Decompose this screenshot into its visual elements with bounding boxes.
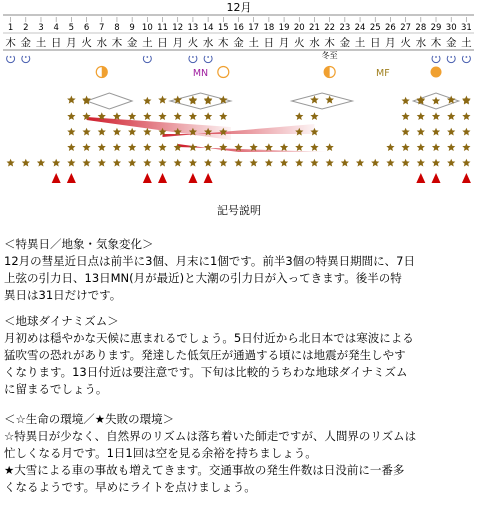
weekday-label: 水 <box>415 37 427 49</box>
star-icon <box>447 112 455 120</box>
weekday-label: 木 <box>5 37 16 49</box>
star-icon <box>265 159 273 167</box>
star-icon <box>113 112 121 120</box>
star-icon <box>67 128 75 136</box>
star-icon <box>402 97 410 105</box>
star-icon <box>67 159 75 167</box>
mn-label: MN <box>192 68 209 79</box>
tide-dot-icon <box>435 56 437 58</box>
star-icon <box>417 112 425 120</box>
star-icon <box>98 128 106 136</box>
star-icon <box>417 128 425 136</box>
day-number: 26 <box>385 23 396 33</box>
star-icon <box>219 159 227 167</box>
star-icon <box>22 159 30 167</box>
special-day-marker <box>416 173 425 183</box>
weekday-label: 金 <box>339 37 351 49</box>
tide-dot-icon <box>450 56 452 58</box>
star-icon <box>113 128 121 136</box>
day-number: 5 <box>68 23 75 33</box>
star-icon <box>447 128 455 136</box>
star-icon <box>52 159 60 167</box>
weekday-label: 日 <box>263 37 275 49</box>
star-icon <box>204 159 212 167</box>
winter-solstice-label: 冬至 <box>321 51 338 60</box>
star-icon <box>462 112 470 120</box>
section-anomaly-days <box>4 236 474 304</box>
star-icon <box>295 112 303 120</box>
star-icon <box>462 97 470 105</box>
special-day-marker <box>67 173 76 183</box>
weekday-label: 金 <box>233 37 244 49</box>
special-day-marker <box>158 173 167 183</box>
special-day-marker <box>462 173 471 183</box>
star-icon <box>417 143 425 151</box>
special-day-marker <box>432 173 441 183</box>
star-icon <box>82 159 90 167</box>
special-day-marker <box>204 173 213 183</box>
section-line: 12月の彗星近日点は前半に3個、月末に1個です。前半3個の特異日期間に、7日 <box>4 254 415 268</box>
weekday-label: 土 <box>142 37 153 49</box>
star-icon <box>98 143 106 151</box>
star-icon <box>204 143 212 151</box>
star-icon <box>128 159 136 167</box>
tide-dot-icon <box>207 56 209 58</box>
weekday-label: 木 <box>324 37 335 49</box>
day-number: 19 <box>278 23 290 33</box>
star-icon <box>280 159 288 167</box>
day-number: 8 <box>114 23 120 33</box>
weekday-label: 木 <box>430 37 442 49</box>
star-icon <box>326 159 334 167</box>
weekday-label: 火 <box>81 37 92 49</box>
weekday-label: 日 <box>157 37 168 49</box>
day-number: 6 <box>83 23 90 33</box>
section-line: 忙しくなる月です。1日1回は空を見る余裕を持ちましょう。 <box>4 446 317 460</box>
weekday-label: 月 <box>278 37 290 49</box>
star-icon <box>158 96 167 104</box>
section-life-environment <box>4 411 474 496</box>
weekday-label: 月 <box>172 37 183 49</box>
star-icon <box>174 112 182 120</box>
day-number: 7 <box>99 23 105 33</box>
mf-label: MF <box>376 68 390 79</box>
star-icon <box>462 128 470 136</box>
day-number: 28 <box>415 23 427 33</box>
star-icon <box>310 159 318 167</box>
weekday-label: 土 <box>461 37 472 49</box>
special-day-marker <box>52 173 61 183</box>
star-icon <box>174 159 182 167</box>
star-icon <box>432 143 440 151</box>
star-icon <box>113 159 121 167</box>
day-number: 12 <box>172 23 184 33</box>
star-icon <box>386 143 394 151</box>
day-number: 14 <box>202 23 214 33</box>
star-icon <box>67 143 75 151</box>
star-icon <box>219 112 227 120</box>
day-number: 11 <box>157 23 168 33</box>
section-heading: ＜特異日／地象・気象変化＞ <box>4 237 154 251</box>
section-line: くなります。13日付近は要注意です。下旬は比較的うちわな地球ダイナミズム <box>4 365 408 379</box>
day-number: 1 <box>7 23 14 33</box>
comet-streak <box>87 117 231 140</box>
day-number: 21 <box>309 23 320 33</box>
star-icon <box>143 112 151 120</box>
star-icon <box>310 112 318 120</box>
weekday-label: 月 <box>66 37 77 49</box>
comet-diamond-icon <box>87 93 133 109</box>
star-icon <box>189 143 197 151</box>
section-line: 異日は31日だけです。 <box>4 288 122 302</box>
weekday-label: 日 <box>50 37 62 49</box>
tide-dot-icon <box>10 56 12 58</box>
day-number: 20 <box>293 23 305 33</box>
weekday-label: 水 <box>309 37 320 49</box>
star-icon <box>310 143 318 151</box>
full-moon-icon <box>431 67 442 78</box>
weekday-label: 火 <box>400 37 411 49</box>
star-icon <box>295 143 303 151</box>
section-line: 猛吹雪の恐れがあります。発達した低気圧が通過する頃には地震が発生しやす <box>4 348 406 362</box>
day-number: 4 <box>53 23 59 33</box>
day-number: 30 <box>445 23 457 33</box>
star-icon <box>341 159 349 167</box>
day-number: 9 <box>129 23 135 33</box>
star-icon <box>462 143 470 151</box>
star-icon <box>447 143 455 151</box>
star-icon <box>113 143 121 151</box>
section-line: ☆特異日が少なく、自然界のリズムは落ち着いた師走ですが、人間界のリズムは <box>4 429 417 443</box>
section-heading: ＜☆生命の環境／★失敗の環境＞ <box>4 412 175 426</box>
star-icon <box>158 112 166 120</box>
tide-dot-icon <box>25 56 27 58</box>
section-line: に留まるでしょう。 <box>4 382 108 396</box>
tide-dot-icon <box>192 56 194 58</box>
star-icon <box>371 159 379 167</box>
weekday-label: 木 <box>218 37 229 49</box>
section-line: ★大雪による車の事故も増えてきます。交通事故の発生件数は日没前に一番多 <box>4 463 405 477</box>
star-icon <box>82 143 90 151</box>
calendar-chart <box>0 0 478 192</box>
star-icon <box>402 112 410 120</box>
star-icon <box>158 159 166 167</box>
star-icon <box>432 128 440 136</box>
day-number: 25 <box>369 23 381 33</box>
star-icon <box>265 143 273 151</box>
new-moon-icon <box>218 67 229 78</box>
section-line: 月初めは穏やかな天候に恵まれるでしょう。5日付近から北日本では寒波による <box>4 331 414 345</box>
day-number: 31 <box>460 23 472 33</box>
star-icon <box>143 97 151 105</box>
star-icon <box>189 112 197 120</box>
day-number: 17 <box>248 23 260 33</box>
section-line: くなるようです。早めにライトを点けましょう。 <box>4 480 256 494</box>
star-icon <box>326 143 334 151</box>
star-icon <box>67 96 76 104</box>
star-icon <box>82 97 90 105</box>
weekday-label: 火 <box>294 37 305 49</box>
day-number: 27 <box>400 23 412 33</box>
weekday-label: 水 <box>96 37 108 49</box>
day-number: 15 <box>217 23 229 33</box>
star-icon <box>386 159 394 167</box>
day-number: 3 <box>38 23 44 33</box>
legend-title: 記号説明 <box>217 204 261 217</box>
special-day-marker <box>188 173 197 183</box>
section-earth-dynamism <box>4 313 474 398</box>
star-icon <box>402 128 410 136</box>
star-icon <box>189 159 197 167</box>
tide-dot-icon <box>146 56 148 58</box>
day-number: 2 <box>23 23 29 33</box>
day-number: 22 <box>324 23 336 33</box>
star-icon <box>295 159 303 167</box>
weekday-label: 土 <box>35 37 47 49</box>
day-number: 29 <box>430 23 442 33</box>
star-icon <box>447 159 455 167</box>
star-icon <box>204 112 212 120</box>
star-icon <box>280 143 288 151</box>
star-icon <box>174 143 182 151</box>
star-icon <box>432 159 440 167</box>
star-icon <box>402 159 410 167</box>
star-icon <box>462 159 470 167</box>
day-number: 13 <box>187 23 199 33</box>
comet-diamond-icon <box>292 93 353 109</box>
day-number: 23 <box>339 23 351 33</box>
section-heading: ＜地球ダイナミズム＞ <box>4 314 119 328</box>
star-icon <box>234 159 242 167</box>
weekday-label: 木 <box>111 37 123 49</box>
star-icon <box>432 112 440 120</box>
star-icon <box>67 112 75 120</box>
month-title: 12月 <box>226 1 252 14</box>
day-number: 16 <box>233 23 244 33</box>
tide-dot-icon <box>466 56 468 58</box>
weekday-label: 金 <box>445 37 457 49</box>
weekday-label: 金 <box>20 37 32 49</box>
star-icon <box>37 159 45 167</box>
weekday-label: 月 <box>385 37 396 49</box>
weekday-label: 火 <box>187 37 199 49</box>
star-icon <box>82 128 90 136</box>
star-icon <box>158 143 166 151</box>
weekday-label: 土 <box>354 37 366 49</box>
star-icon <box>402 143 410 151</box>
star-icon <box>143 159 151 167</box>
section-line: 上弦の引力日、13日MN(月が最近)と大潮の引力日が入ってきます。後半の特 <box>4 271 402 285</box>
special-day-marker <box>143 173 152 183</box>
star-icon <box>417 159 425 167</box>
star-icon <box>143 143 151 151</box>
star-icon <box>7 159 15 167</box>
star-icon <box>356 159 364 167</box>
star-icon <box>98 159 106 167</box>
weekday-label: 金 <box>126 37 138 49</box>
star-icon <box>128 112 136 120</box>
star-icon <box>250 159 258 167</box>
star-icon <box>128 128 136 136</box>
star-icon <box>128 143 136 151</box>
day-number: 10 <box>141 23 153 33</box>
weekday-label: 土 <box>248 37 259 49</box>
day-number: 18 <box>263 23 275 33</box>
weekday-label: 日 <box>369 37 381 49</box>
weekday-label: 水 <box>202 37 214 49</box>
day-number: 24 <box>354 23 366 33</box>
star-icon <box>143 128 151 136</box>
